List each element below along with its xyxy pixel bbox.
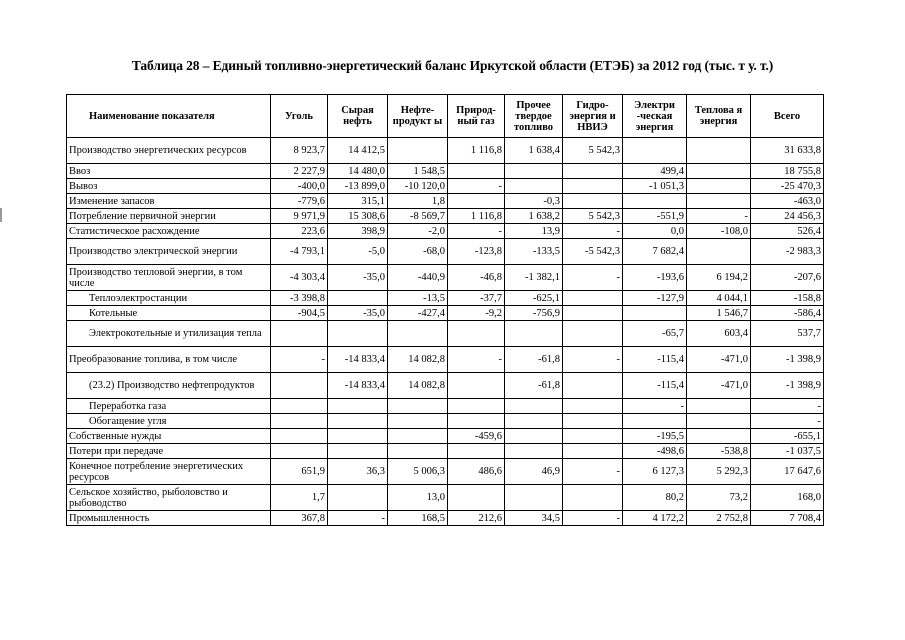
table-cell	[448, 485, 505, 511]
table-cell	[687, 239, 751, 265]
column-header-hydro-renewable: Гидро-энергия и НВИЭ	[563, 95, 623, 138]
row-label: Статистическое расхождение	[67, 224, 271, 239]
table-cell: -625,1	[505, 291, 563, 306]
table-cell: -655,1	[751, 429, 824, 444]
table-cell: 4 172,2	[623, 511, 687, 526]
table-cell: -193,6	[623, 265, 687, 291]
table-row	[67, 485, 824, 511]
table-cell: 31 633,8	[751, 138, 824, 164]
table-cell: -	[687, 209, 751, 224]
table-cell: -68,0	[388, 239, 448, 265]
row-label: Ввоз	[67, 164, 271, 179]
table-cell	[505, 321, 563, 347]
table-cell	[388, 321, 448, 347]
table-cell	[563, 306, 623, 321]
table-cell	[505, 399, 563, 414]
table-cell: 0,0	[623, 224, 687, 239]
table-cell	[505, 485, 563, 511]
table-cell: -8 569,7	[388, 209, 448, 224]
column-header-crude-oil: Сырая нефть	[328, 95, 388, 138]
table-cell: 1 116,8	[448, 209, 505, 224]
table-row	[67, 306, 824, 321]
table-cell: 5 542,3	[563, 209, 623, 224]
table-cell: 1 638,2	[505, 209, 563, 224]
table-cell: -65,7	[623, 321, 687, 347]
table-cell: -14 833,4	[328, 347, 388, 373]
table-title: Таблица 28 – Единый топливно-энергетический баланс Иркутской области (ЕТЭБ) за 2012 год (тыс. т у. т.)	[131, 58, 774, 73]
table-cell: -	[563, 459, 623, 485]
table-cell	[448, 414, 505, 429]
table-cell	[328, 321, 388, 347]
table-cell: -	[563, 265, 623, 291]
table-cell	[687, 164, 751, 179]
table-cell	[388, 444, 448, 459]
table-cell	[505, 414, 563, 429]
table-cell: 14 480,0	[328, 164, 388, 179]
column-header-other-solid-fuel: Прочее твердое топливо	[505, 95, 563, 138]
table-cell: -440,9	[388, 265, 448, 291]
table-cell: 1 548,5	[388, 164, 448, 179]
table-cell: 8 923,7	[271, 138, 328, 164]
table-cell: 7 708,4	[751, 511, 824, 526]
table-cell	[328, 485, 388, 511]
table-cell: 2 752,8	[687, 511, 751, 526]
table-cell: -35,0	[328, 265, 388, 291]
table-cell: -	[563, 511, 623, 526]
table-cell: -	[271, 347, 328, 373]
row-label: (23.2) Производство нефтепродуктов	[67, 373, 271, 399]
row-label: Переработка газа	[67, 399, 271, 414]
table-cell	[448, 399, 505, 414]
table-row	[67, 224, 824, 239]
table-cell: -10 120,0	[388, 179, 448, 194]
table-cell	[271, 414, 328, 429]
table-cell	[328, 429, 388, 444]
table-cell: 1 546,7	[687, 306, 751, 321]
table-cell: 73,2	[687, 485, 751, 511]
row-label: Потери при передаче	[67, 444, 271, 459]
table-cell: 5 542,3	[563, 138, 623, 164]
table-cell	[505, 164, 563, 179]
table-cell: 212,6	[448, 511, 505, 526]
table-cell: 1,8	[388, 194, 448, 209]
row-label: Обогащение угля	[67, 414, 271, 429]
table-cell: 1 116,8	[448, 138, 505, 164]
table-row	[67, 164, 824, 179]
table-cell: -551,9	[623, 209, 687, 224]
row-label: Конечное потребление энергетических ресурсов	[67, 459, 271, 485]
table-cell: -4 793,1	[271, 239, 328, 265]
column-header-coal: Уголь	[271, 95, 328, 138]
energy-balance-table	[66, 94, 824, 526]
table-cell: -586,4	[751, 306, 824, 321]
table-cell: 6 127,3	[623, 459, 687, 485]
table-cell: 651,9	[271, 459, 328, 485]
column-header-natural-gas: Природ-ный газ	[448, 95, 505, 138]
table-cell	[505, 444, 563, 459]
table-cell: -123,8	[448, 239, 505, 265]
table-cell: -1 037,5	[751, 444, 824, 459]
table-cell: 398,9	[328, 224, 388, 239]
table-cell	[448, 444, 505, 459]
table-header-row	[67, 95, 824, 138]
table-cell: -	[751, 399, 824, 414]
table-cell: -	[563, 347, 623, 373]
table-cell: 526,4	[751, 224, 824, 239]
table-row	[67, 347, 824, 373]
table-cell: 2 227,9	[271, 164, 328, 179]
table-cell	[388, 414, 448, 429]
row-label: Вывоз	[67, 179, 271, 194]
table-cell: -471,0	[687, 373, 751, 399]
table-cell: -427,4	[388, 306, 448, 321]
column-header-heat-energy: Теплова я энергия	[687, 95, 751, 138]
table-cell	[328, 291, 388, 306]
table-cell: -	[448, 179, 505, 194]
table-cell	[623, 414, 687, 429]
table-cell	[563, 321, 623, 347]
table-cell	[448, 373, 505, 399]
row-label: Преобразование топлива, в том числе	[67, 347, 271, 373]
table-cell	[623, 306, 687, 321]
column-header-electric-energy: Электри -ческая энергия	[623, 95, 687, 138]
table-cell	[563, 194, 623, 209]
table-cell: -13 899,0	[328, 179, 388, 194]
table-cell: -13,5	[388, 291, 448, 306]
table-cell: 168,0	[751, 485, 824, 511]
table-cell: -1 382,1	[505, 265, 563, 291]
table-cell: -904,5	[271, 306, 328, 321]
table-cell: -5 542,3	[563, 239, 623, 265]
table-cell: 9 971,9	[271, 209, 328, 224]
table-cell: 14 412,5	[328, 138, 388, 164]
table-cell: 5 292,3	[687, 459, 751, 485]
table-cell: 15 308,6	[328, 209, 388, 224]
table-body	[67, 138, 824, 526]
table-row	[67, 239, 824, 265]
table-cell	[328, 444, 388, 459]
row-label: Потребление первичной энергии	[67, 209, 271, 224]
table-cell	[271, 321, 328, 347]
table-cell: -9,2	[448, 306, 505, 321]
table-cell: -	[623, 399, 687, 414]
table-cell: -1 398,9	[751, 373, 824, 399]
table-cell: 1,7	[271, 485, 328, 511]
table-cell: -158,8	[751, 291, 824, 306]
table-cell	[687, 399, 751, 414]
table-cell	[271, 373, 328, 399]
table-cell: -471,0	[687, 347, 751, 373]
row-label: Производство энергетических ресурсов	[67, 138, 271, 164]
table-row	[67, 321, 824, 347]
table-cell	[448, 194, 505, 209]
table-row	[67, 138, 824, 164]
table-cell: -	[751, 414, 824, 429]
table-cell	[687, 138, 751, 164]
table-cell	[687, 429, 751, 444]
table-cell: -756,9	[505, 306, 563, 321]
table-cell: -46,8	[448, 265, 505, 291]
table-cell: 537,7	[751, 321, 824, 347]
table-cell	[687, 194, 751, 209]
column-header-indicator: Наименование показателя	[67, 95, 271, 138]
row-label: Изменение запасов	[67, 194, 271, 209]
table-cell: 168,5	[388, 511, 448, 526]
table-cell	[563, 179, 623, 194]
table-row	[67, 414, 824, 429]
table-cell: -61,8	[505, 347, 563, 373]
table-cell: -115,4	[623, 373, 687, 399]
table-cell: -400,0	[271, 179, 328, 194]
table-cell	[563, 399, 623, 414]
table-cell: -3 398,8	[271, 291, 328, 306]
table-cell: -133,5	[505, 239, 563, 265]
table-cell: -37,7	[448, 291, 505, 306]
table-cell: 499,4	[623, 164, 687, 179]
scan-edge-mark	[0, 208, 2, 222]
table-cell: -14 833,4	[328, 373, 388, 399]
table-cell	[505, 429, 563, 444]
table-cell: -1 398,9	[751, 347, 824, 373]
table-cell: 315,1	[328, 194, 388, 209]
table-cell: 4 044,1	[687, 291, 751, 306]
table-cell: -1 051,3	[623, 179, 687, 194]
table-row	[67, 194, 824, 209]
table-cell: -207,6	[751, 265, 824, 291]
table-cell: -5,0	[328, 239, 388, 265]
table-cell: 486,6	[448, 459, 505, 485]
table-cell	[563, 414, 623, 429]
row-label: Электрокотельные и утилизация тепла	[67, 321, 271, 347]
table-row	[67, 291, 824, 306]
table-cell: 5 006,3	[388, 459, 448, 485]
table-cell: 17 647,6	[751, 459, 824, 485]
table-cell: 80,2	[623, 485, 687, 511]
table-cell	[271, 429, 328, 444]
table-cell: 7 682,4	[623, 239, 687, 265]
table-row	[67, 179, 824, 194]
table-cell: -498,6	[623, 444, 687, 459]
table-cell	[448, 164, 505, 179]
table-row	[67, 459, 824, 485]
table-cell: 6 194,2	[687, 265, 751, 291]
table-cell	[687, 179, 751, 194]
table-row	[67, 444, 824, 459]
table-cell: -538,8	[687, 444, 751, 459]
table-cell: 46,9	[505, 459, 563, 485]
table-cell: 36,3	[328, 459, 388, 485]
table-row	[67, 373, 824, 399]
table-cell: 13,9	[505, 224, 563, 239]
table-cell: -2 983,3	[751, 239, 824, 265]
row-label: Котельные	[67, 306, 271, 321]
table-cell: 223,6	[271, 224, 328, 239]
table-cell: -459,6	[448, 429, 505, 444]
table-cell	[563, 485, 623, 511]
table-cell: 18 755,8	[751, 164, 824, 179]
table-row	[67, 399, 824, 414]
table-cell: -	[563, 224, 623, 239]
column-header-total: Всего	[751, 95, 824, 138]
table-cell	[271, 399, 328, 414]
table-cell: 14 082,8	[388, 347, 448, 373]
table-cell: -	[448, 224, 505, 239]
row-label: Производство электрической энергии	[67, 239, 271, 265]
table-cell	[623, 138, 687, 164]
table-cell: -25 470,3	[751, 179, 824, 194]
table-cell	[271, 444, 328, 459]
table-cell: -463,0	[751, 194, 824, 209]
table-cell	[505, 179, 563, 194]
table-cell: 1 638,4	[505, 138, 563, 164]
table-cell	[563, 444, 623, 459]
table-cell	[687, 414, 751, 429]
table-cell	[328, 414, 388, 429]
table-cell	[388, 138, 448, 164]
table-cell: -61,8	[505, 373, 563, 399]
table-cell: -0,3	[505, 194, 563, 209]
table-cell: -2,0	[388, 224, 448, 239]
table-cell	[328, 399, 388, 414]
table-cell: -115,4	[623, 347, 687, 373]
row-label: Собственные нужды	[67, 429, 271, 444]
table-cell: 603,4	[687, 321, 751, 347]
row-label: Производство тепловой энергии, в том числе	[67, 265, 271, 291]
table-cell	[563, 164, 623, 179]
row-label: Промышленность	[67, 511, 271, 526]
table-cell: -35,0	[328, 306, 388, 321]
table-cell	[563, 429, 623, 444]
table-cell: -	[448, 347, 505, 373]
table-cell	[388, 429, 448, 444]
table-row	[67, 209, 824, 224]
table-cell	[623, 194, 687, 209]
table-row	[67, 429, 824, 444]
table-row	[67, 265, 824, 291]
table-cell: 24 456,3	[751, 209, 824, 224]
table-cell: 14 082,8	[388, 373, 448, 399]
table-cell: 367,8	[271, 511, 328, 526]
table-cell: 34,5	[505, 511, 563, 526]
table-cell	[448, 321, 505, 347]
table-cell: -108,0	[687, 224, 751, 239]
table-cell	[388, 399, 448, 414]
table-cell: 13,0	[388, 485, 448, 511]
table-cell: -4 303,4	[271, 265, 328, 291]
table-row	[67, 511, 824, 526]
row-label: Сельское хозяйство, рыболовство и рыбоводство	[67, 485, 271, 511]
table-cell	[563, 291, 623, 306]
table-cell: -779,6	[271, 194, 328, 209]
table-cell: -127,9	[623, 291, 687, 306]
column-header-petroleum-products: Нефте-продукт ы	[388, 95, 448, 138]
table-cell: -195,5	[623, 429, 687, 444]
table-cell	[563, 373, 623, 399]
table-cell: -	[328, 511, 388, 526]
row-label: Теплоэлектростанции	[67, 291, 271, 306]
